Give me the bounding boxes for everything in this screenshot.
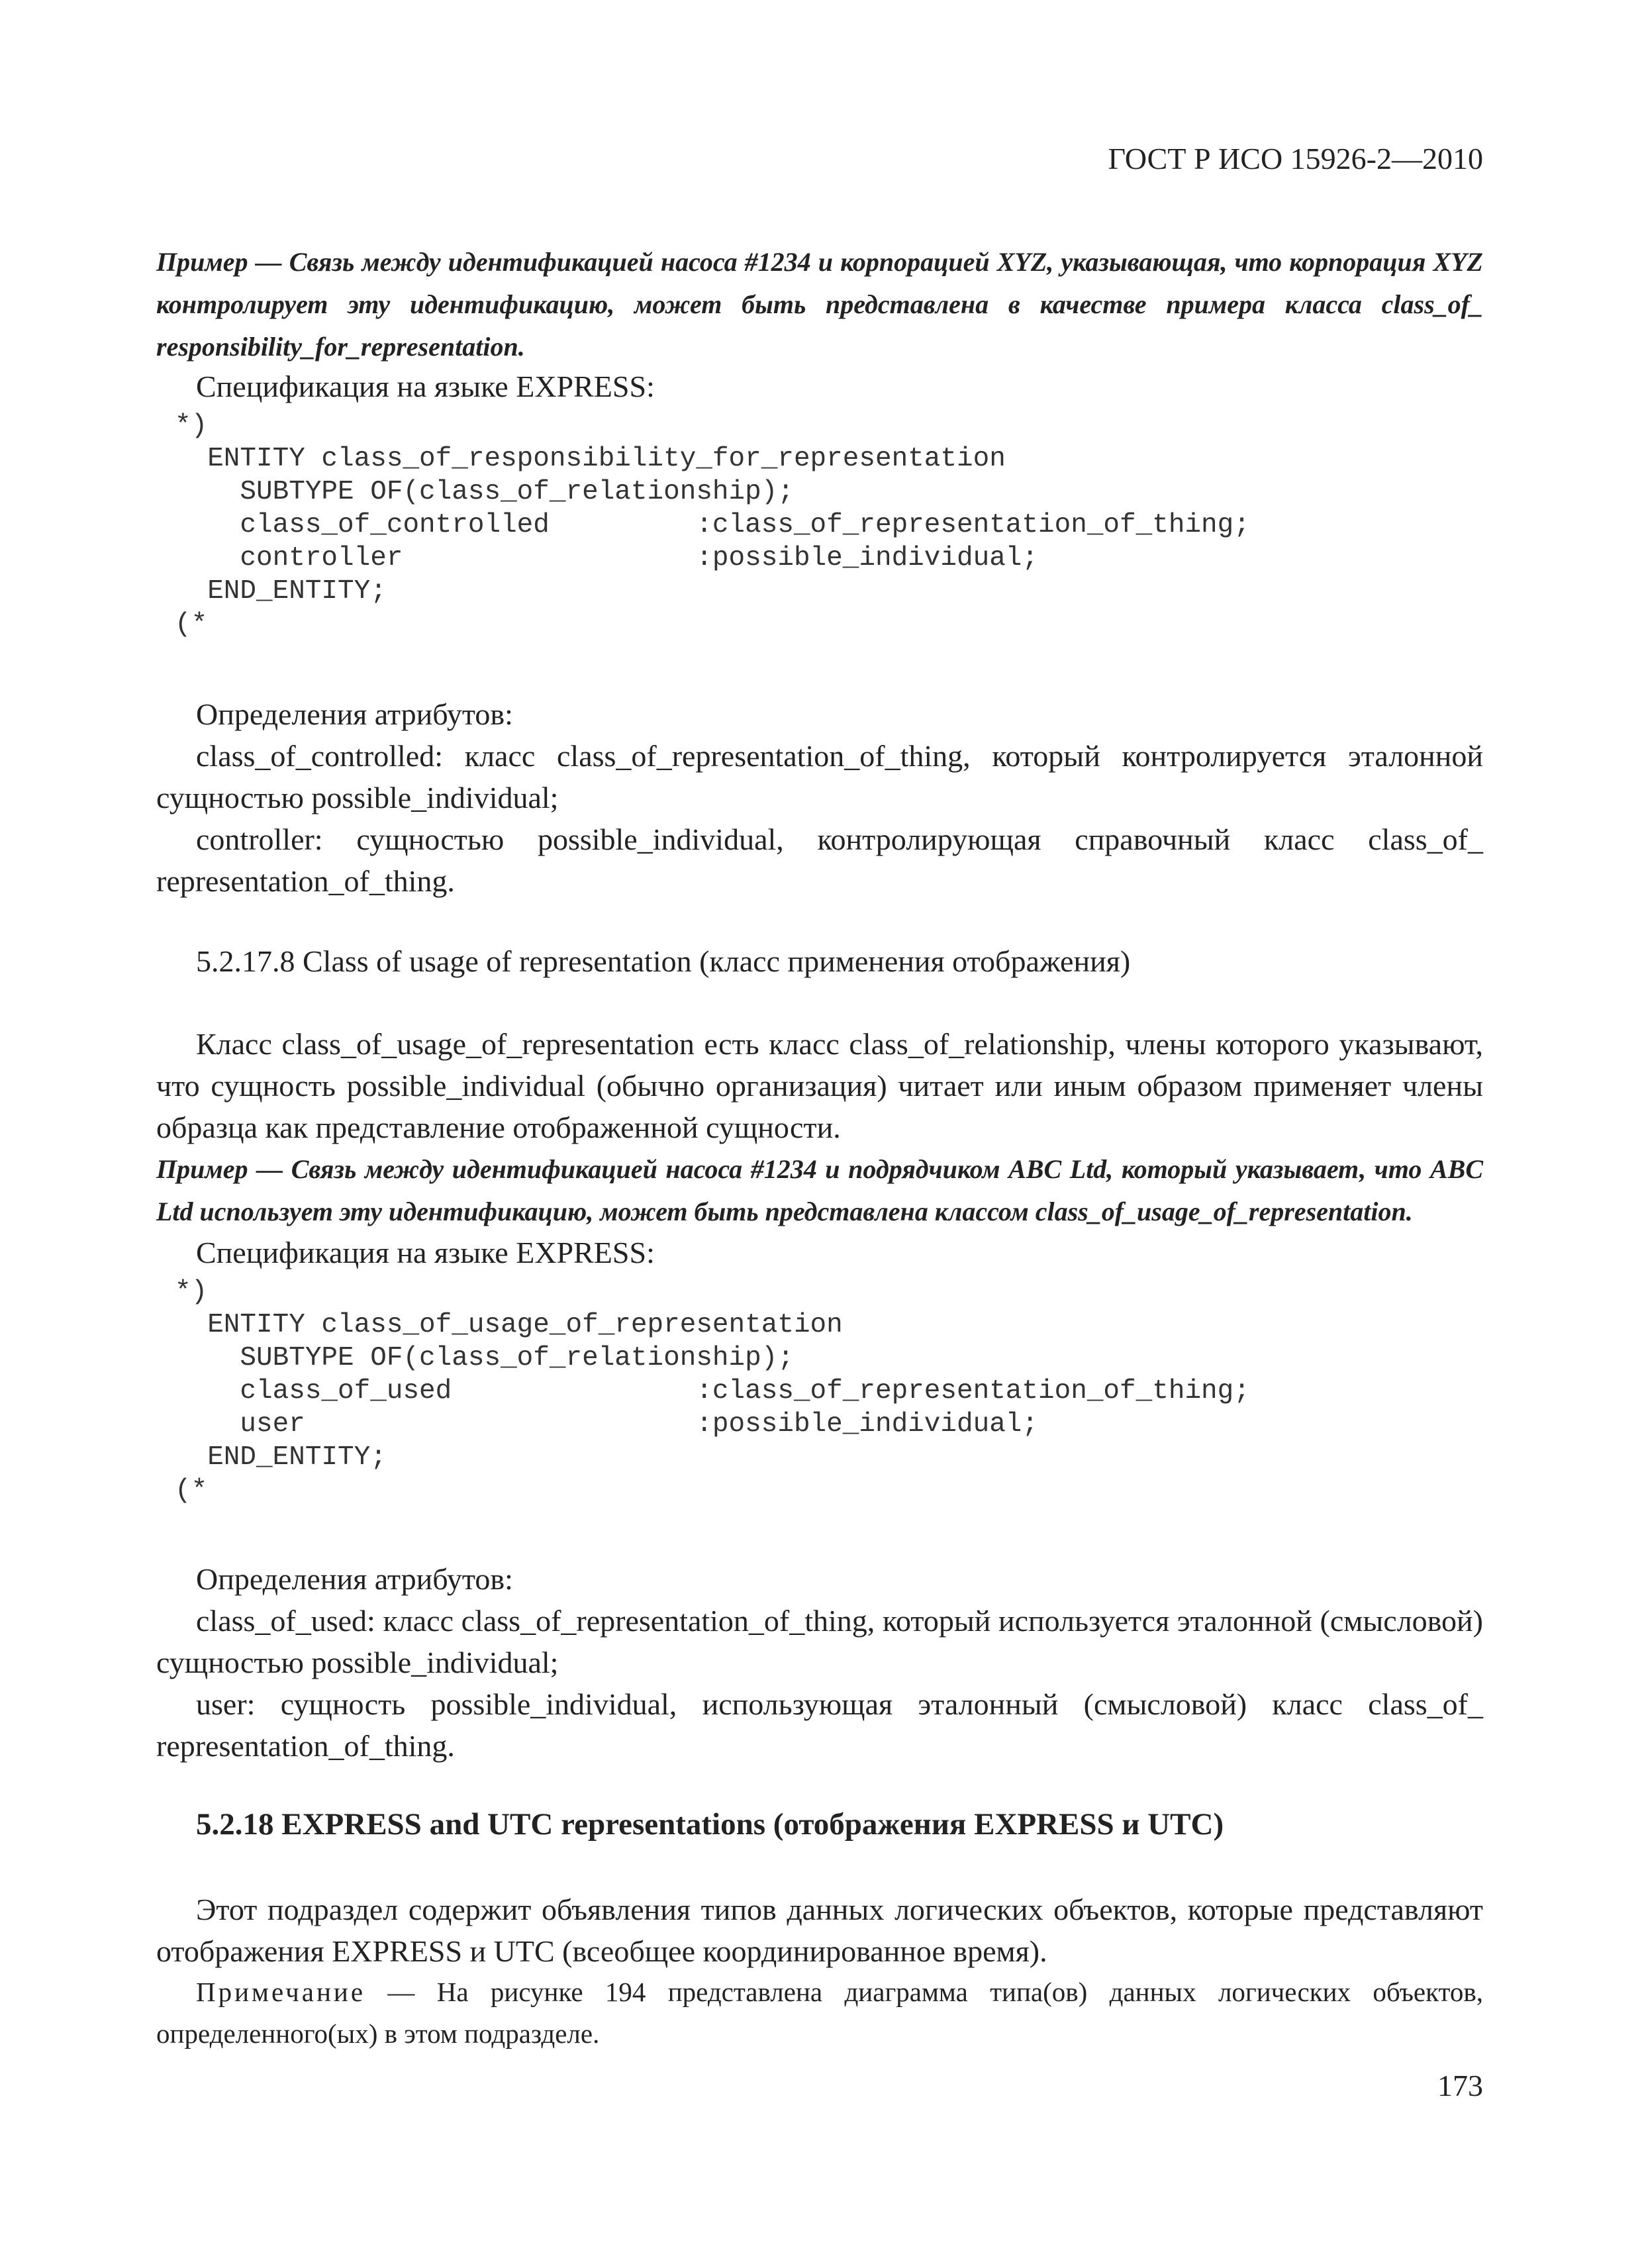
section-body-5-2-17-8: Класс class_of_usage_of_representation есть класс class_of_relationship, члены которого указывают, что сущность possible_individual (обычно организация) читает или иным образом применяет члены образца как представление отображенной сущности. (156, 1027, 1483, 1144)
section-body-5-2-18: Этот подраздел содержит объявления типов данных логических объектов, которые представляют отображения EXPRESS и UTC (всеобщее координированное время). (156, 1893, 1483, 1968)
attribute-definitions-label: Определения атрибутов: (196, 1562, 513, 1596)
express-code-responsibility: *) ENTITY class_of_responsibility_for_representation SUBTYPE OF(class_of_relationship); class_of_controlled :class_of_representation_of_thing; controller :possible_individual; END_ENTITY; (* (175, 411, 1250, 640)
example-usage: Пример — Связь между идентификацией насоса #1234 и подрядчиком ABC Ltd, который указывает, что ABC Ltd использует эту идентификацию, может быть представлена классом class_of_usage_of_representation. (156, 1154, 1483, 1226)
attribute-definitions-label: Определения атрибутов: (196, 697, 513, 731)
example-responsibility: Пример — Связь между идентификацией насоса #1234 и корпорацией XYZ, указывающая, что корпорация XYZ контролирует эту идентификацию, может быть представлена в качестве примера класса class_of_ responsibility_for_representation. (156, 247, 1483, 362)
note-figure-194 (156, 1971, 1483, 2055)
express-spec-label: Спецификация на языке EXPRESS: (196, 370, 655, 403)
express-code-usage: *) ENTITY class_of_usage_of_representation SUBTYPE OF(class_of_relationship); class_of_used :class_of_representation_of_thing; user :possible_individual; END_ENTITY; (* (175, 1277, 1250, 1506)
page-number: 173 (1437, 2069, 1483, 2102)
section-title-5-2-18: 5.2.18 EXPRESS and UTC representations (отображения EXPRESS и UTC) (196, 1807, 1224, 1842)
attr-def-controller: controller: сущностью possible_individual, контролирующая справочный класс class_of_ representation_of_thing. (156, 822, 1483, 898)
note-text: — На рисунке 194 представлена диаграмма типа(ов) данных логических объектов, определенного(ых) в этом подразделе. (156, 1977, 1483, 2049)
attr-def-user: user: сущность possible_individual, использующая эталонный (смысловой) класс class_of_ representation_of_thing. (156, 1687, 1483, 1763)
document-code-header: ГОСТ Р ИСО 15926-2—2010 (1108, 142, 1483, 175)
attr-def-class-of-controlled: class_of_controlled: класс class_of_representation_of_thing, который контролируется эталонной сущностью possible_individual; (156, 739, 1483, 814)
note-label: Примечание (196, 1977, 366, 2007)
express-spec-label: Спецификация на языке EXPRESS: (196, 1236, 655, 1269)
attr-def-class-of-used: class_of_used: класс class_of_representation_of_thing, который используется эталонной (смысловой) сущностью possible_individual; (156, 1604, 1483, 1679)
section-title-5-2-17-8: 5.2.17.8 Class of usage of representation (класс применения отображения) (196, 944, 1131, 978)
